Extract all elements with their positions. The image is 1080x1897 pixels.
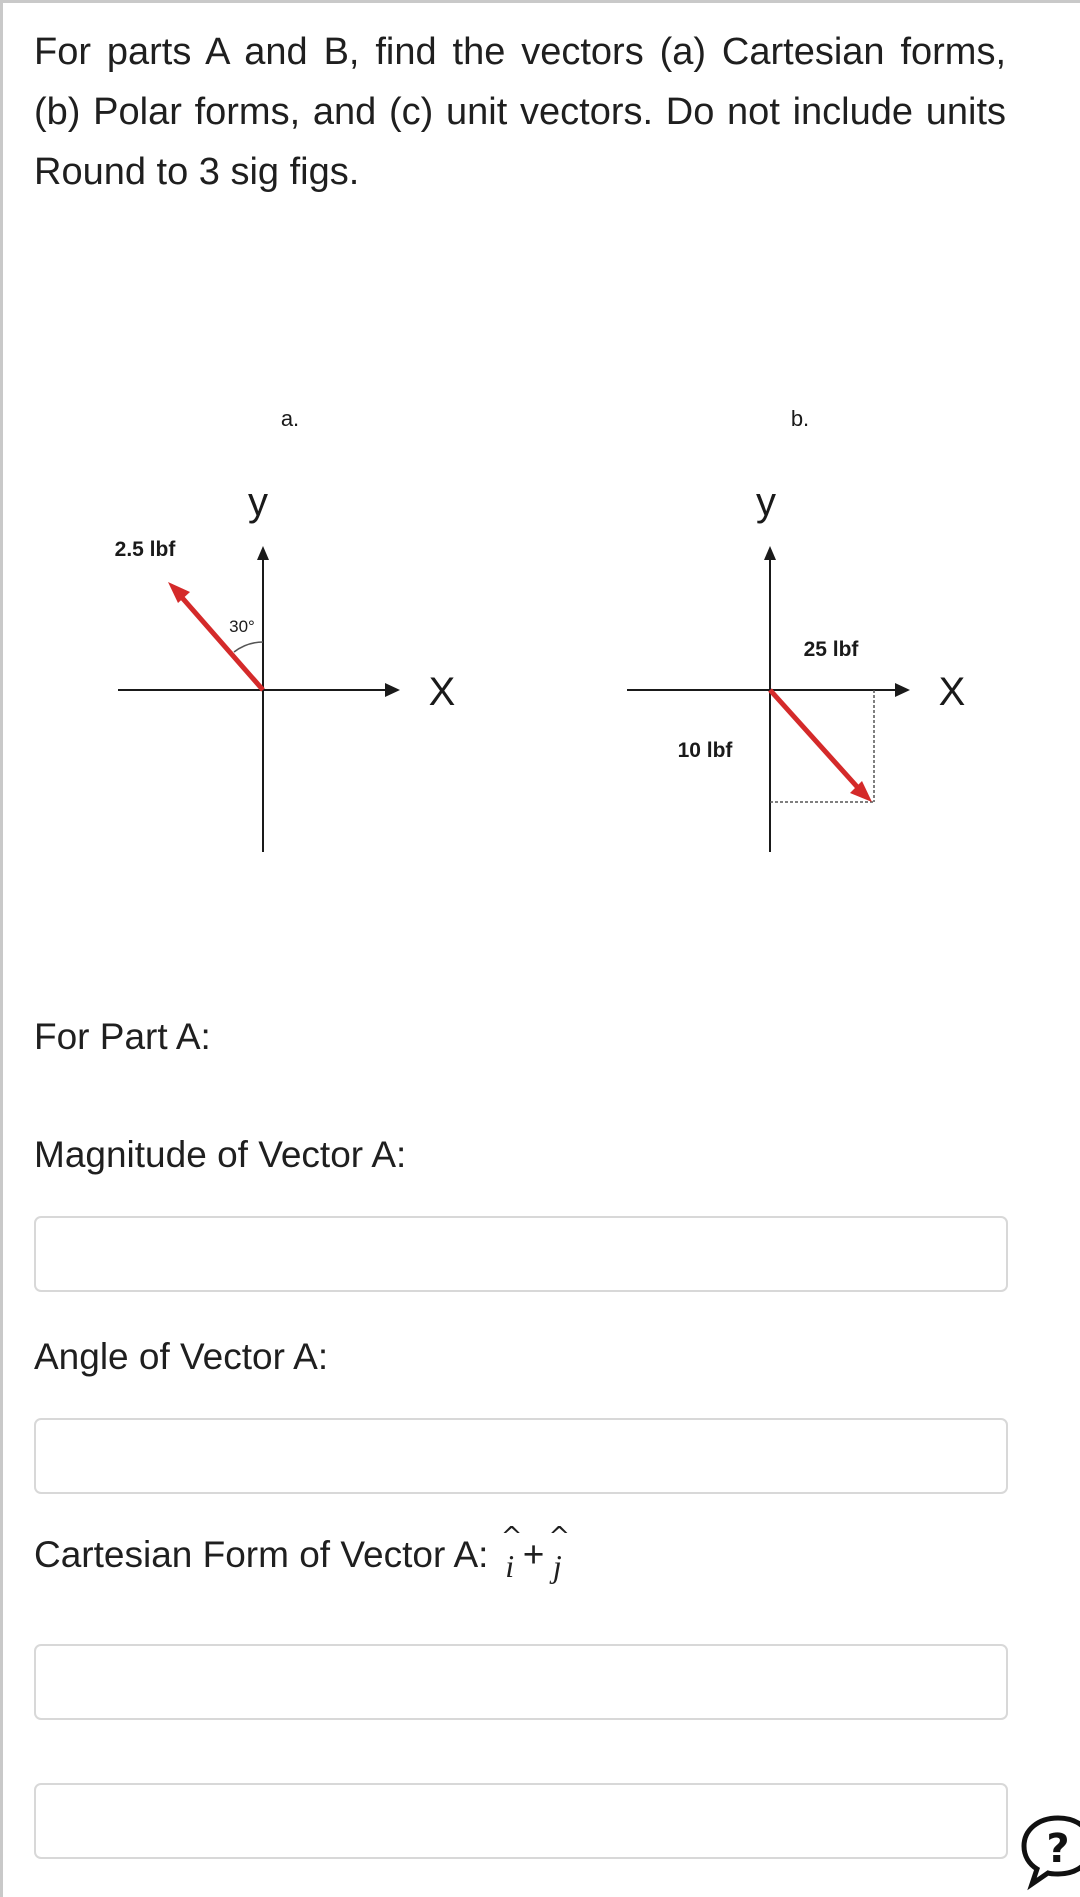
figure-a-label: a. [280,406,300,431]
part-a-heading: For Part A: [34,1016,211,1057]
angle-input[interactable] [34,1418,1008,1494]
question-instructions: For parts A and B, find the vectors (a) Cartesian forms, (b) Polar forms, and (c) unit vectors. Do not include units Round to 3 sig figs. [34,31,1006,193]
figure-a-x-label: X [428,670,456,714]
magnitude-input[interactable] [34,1216,1008,1292]
magnitude-label: Magnitude of Vector A: [34,1134,407,1175]
cartesian-i-input[interactable] [34,1644,1008,1720]
cartesian-label-row [34,1534,568,1585]
left-border [0,0,3,1897]
help-bubble [1020,1812,1080,1897]
figure-a-x-arrowhead [385,683,400,697]
figure-b-horizontal-label: 25 lbf [803,638,859,661]
figure-a-y-arrowhead [257,546,269,560]
figure-a-angle-arc [234,642,263,652]
vector-figure [0,380,1080,900]
plus-sign: + [522,1534,545,1575]
figure-b-vector [770,690,860,790]
cartesian-label: Cartesian Form of Vector A: [34,1534,489,1575]
unit-j-hat: ^ j [546,1548,568,1585]
cartesian-j-input[interactable] [34,1783,1008,1859]
figure-b-label: b. [790,406,810,431]
unit-i-hat: ^ i [499,1548,521,1585]
figure-b-y-arrowhead [764,546,776,560]
figure-b-x-label: X [938,670,966,714]
angle-label: Angle of Vector A: [34,1336,329,1377]
figure-a-y-label: y [248,480,268,524]
figure-a-force-label: 2.5 lbf [114,538,176,561]
figure-a-angle-label: 30° [229,617,255,636]
figure-b-y-label: y [756,480,776,524]
help-icon[interactable] [1020,1812,1080,1897]
figure-a-vector [178,593,263,690]
figure-b-vertical-label: 10 lbf [677,739,733,762]
help-glyph: ? [1046,1826,1070,1872]
vector-diagram [0,380,1080,900]
top-border [0,0,1080,3]
figure-b-x-arrowhead [895,683,910,697]
